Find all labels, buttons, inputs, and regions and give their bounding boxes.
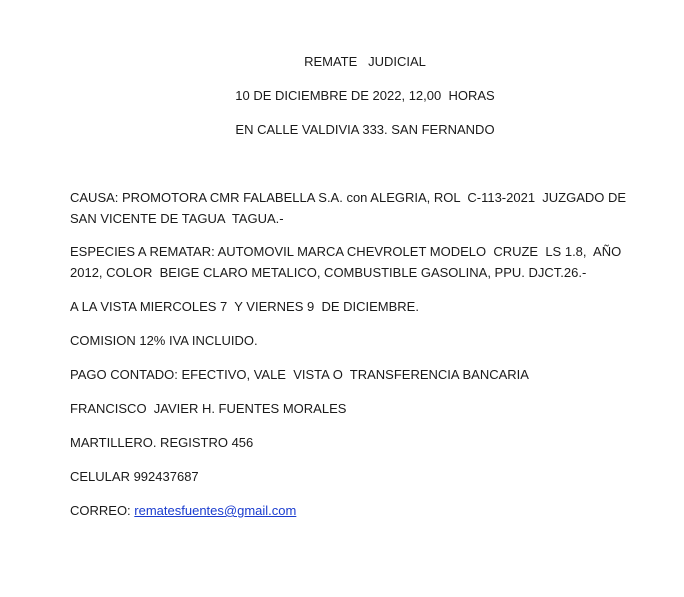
phone-number: CELULAR 992437687: [70, 469, 199, 484]
email-label: CORREO:: [70, 503, 135, 518]
email-link[interactable]: rematesfuentes@gmail.com: [134, 503, 297, 518]
viewing-dates: A LA VISTA MIERCOLES 7 Y VIERNES 9 DE DICIEMBRE.: [70, 299, 419, 314]
email-line: [70, 500, 630, 521]
auction-location: EN CALLE VALDIVIA 333. SAN FERNANDO: [235, 122, 495, 137]
causa-paragraph: CAUSA: PROMOTORA CMR FALABELLA S.A. con ALEGRIA, ROL C-113-2021 JUZGADO DE SAN VICENTE DE TAGUA TAGUA.-: [70, 190, 630, 226]
auctioneer-registry: MARTILLERO. REGISTRO 456: [70, 435, 254, 450]
payment-text: PAGO CONTADO: EFECTIVO, VALE VISTA O TRANSFERENCIA BANCARIA: [70, 367, 529, 382]
auction-date: 10 DE DICIEMBRE DE 2022, 12,00 HORAS: [235, 88, 495, 103]
auctioneer-name: FRANCISCO JAVIER H. FUENTES MORALES: [70, 401, 347, 416]
especies-paragraph: ESPECIES A REMATAR: AUTOMOVIL MARCA CHEVROLET MODELO CRUZE LS 1.8, AÑO 2012, COLOR BEIGE CLARO METALICO, COMBUSTIBLE GASOLINA, PPU. DJCT.26.-: [70, 244, 625, 280]
commission-text: COMISION 12% IVA INCLUIDO.: [70, 333, 258, 348]
document-title: REMATE JUDICIAL: [304, 54, 426, 69]
